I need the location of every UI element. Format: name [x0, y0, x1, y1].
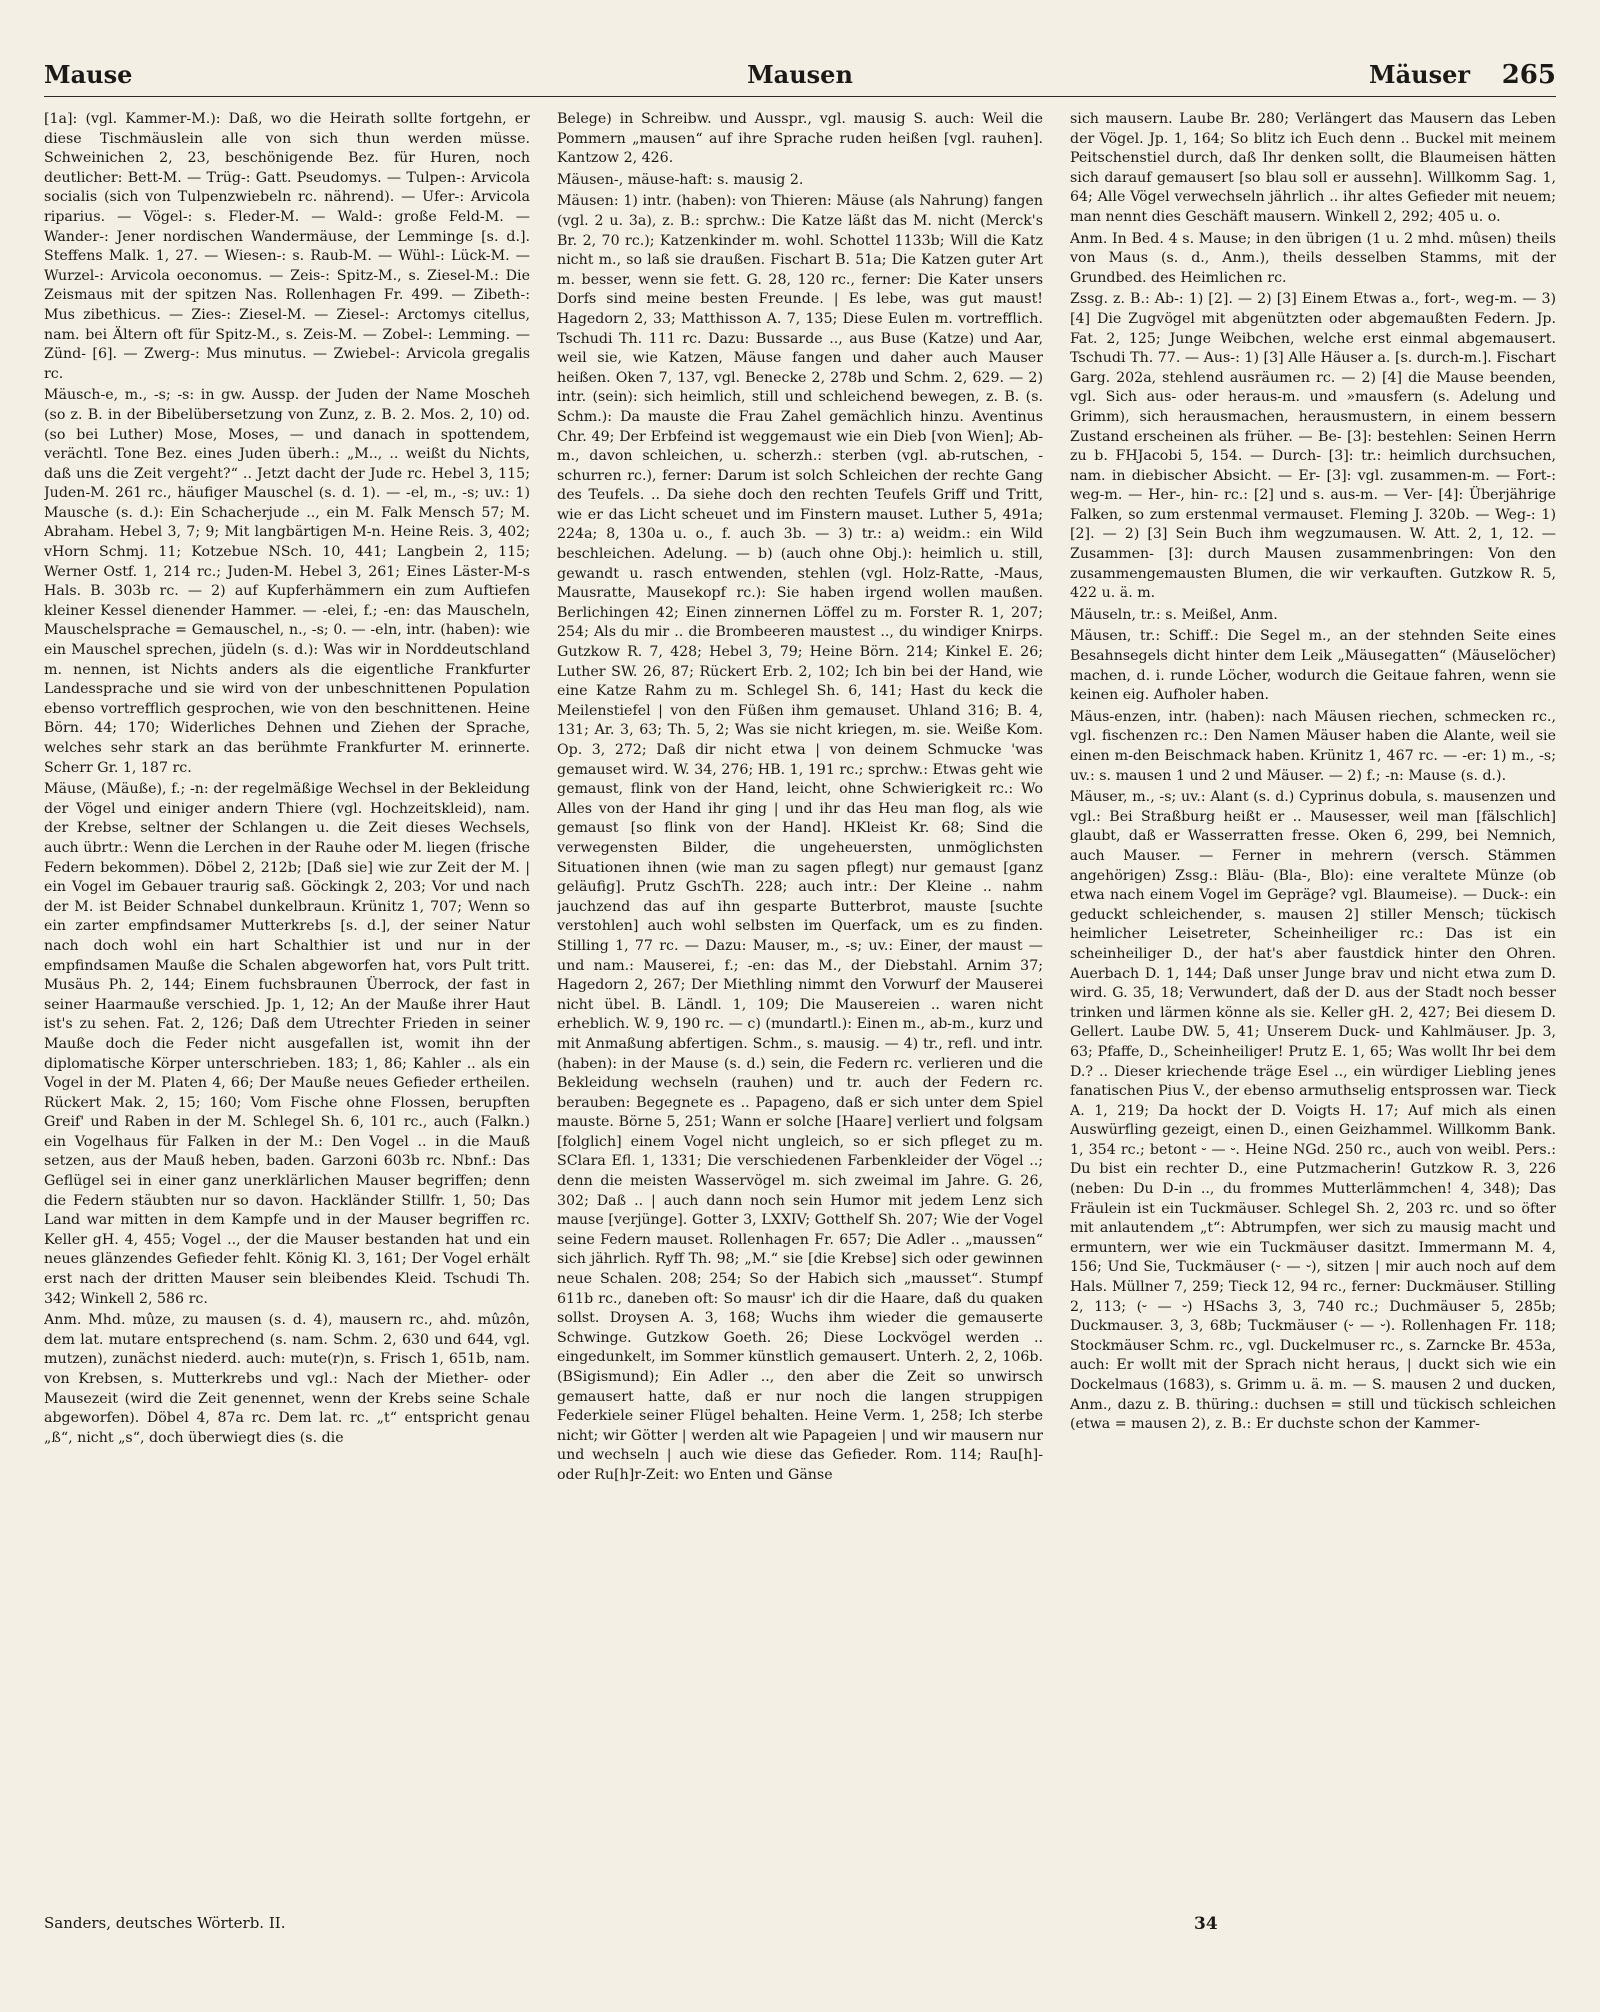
signature-mark: 34: [1194, 1914, 1218, 1934]
header-right-catchword: Mäuser: [1369, 60, 1470, 89]
entry-paragraph: Mäuser, m., -s; uv.: Alant (s. d.) Cyprinus dobula, s. mausenzen und vgl.: Bei Straßburg heißt er .. Mausesser, weil man [fälschlich] glaubt, daß er Wasserratten fresse. Oken 6, 299, bei Nemnich, auch Mauser. — Ferner in mehrern (versch. Stämmen angehörigen) Zssg.: Bläu- (Bla-, Blo): eine veraltete Münze (ob etwa nach einem Vogel im Gepräge? vgl. Blaumeise). — Duck-: ein geduckt schleichender, s. mausen 2] stiller Mensch; tückisch heimlicher Leisetreter, Scheinheiliger rc.: Das ist ein scheinheiliger D., der hat's aber faustdick hinter den Ohren. Auerbach D. 1, 144; Daß unser Junge brav und nicht etwa zum D. wird. G. 35, 18; Verwundert, daß der D. aus der Stadt noch besser trinken und lärmen könne als sie. Keller gH. 2, 427; Bei diesem D. Gellert. Laube DW. 5, 41; Unserem Duck- und Kahlmäuser. Jp. 3, 63; Pfaffe, D., Scheinheiliger! Prutz E. 1, 65; Was wollt Ihr bei dem D.? .. Dieser kriechende träge Esel .., ein würdiger Liebling jenes fanatischen Pius V., der ebenso armuthselig entsprossen war. Tieck A. 1, 219; Da hockt der D. Voigts H. 17; Auf mich als einen Auswürfling gezeigt, einen D., einen Geizhammel. Willkomm Bank. 1, 354 rc.; betont ⏑ — ⏑. Heine NGd. 250 rc., auch von weibl. Pers.: Du bist ein rechter D., eine Putzmacherin! Gutzkow R. 3, 226 (neben: Du D-in .., du frommes Mutterlämmchen! 4, 348); Das Fräulein ist ein Tuckmäuser. Schlegel Sh. 2, 203 rc. und so öfter mit anlautendem „t“: Abtrumpfen, wer sich zu mausig macht und ermuntern, wer wie ein Tuckmäuser dasitzt. Immermann M. 4, 156; Und Sie, Tuckmäuser (⏑ — ⏑), sitzen | mir auch noch auf dem Hals. Müllner 7, 259; Tieck 12, 94 rc., ferner: Duckmäuser. Stilling 2, 113; (⏑ — ⏑) HSachs 3, 3, 740 rc.; Duchmäuser 5, 285b; Duckmauser. 3, 3, 68b; Tuckmäuser (⏑ — ⏑). Rollenhagen Fr. 118; Stockmäuser Schm. rc., vgl. Duckelmuser rc., s. Zarncke Br. 453a, auch: Er wollt mit der Sprach nicht heraus, | duckt sich wie ein Dockelmaus (1683), s. Grimm u. ä. m. — S. mausen 2 und ducken, Anm., dazu z. B. thüring.: duchsen = still und tückisch schleichen (etwa = mausen 2), z. B.: Er duchste schon der Kammer-: [1070, 789, 1556, 1433]
header-left-catchword: Mause: [44, 60, 133, 89]
entry-paragraph: Mäusen-, mäuse-haft: s. mausig 2.: [557, 171, 804, 188]
entry-paragraph: sich mausern. Laube Br. 280; Verlängert das Mausern das Leben der Vögel. Jp. 1, 164; So blitz ich Euch denn .. Buckel mit meinem Peitschenstiel durch, daß Ihr denken sollt, die Blaumeisen hätten sich darauf gemausert [so blau soll er aussehn]. Willkomm Sag. 1, 64; Alle Vögel verwechseln jährlich .. ihr altes Gefieder mit neuem; man nennt dies Geschäft mausern. Winkell 2, 292; 405 u. o.: [1070, 111, 1556, 225]
entry-paragraph: Zssg. z. B.: Ab-: 1) [2]. — 2) [3] Einem Etwas a., fort-, weg-m. — 3) [4] Die Zugvögel mit abgenützten oder abgemaußten Federn. Jp. Fat. 2, 125; Junge Weibchen, welche erst einmal abgemausert. Tschudi Th. 77. — Aus-: 1) [3] Alle Häuser a. [s. durch-m.]. Fischart Garg. 202a, stehlend ausräumen rc. — 2) [4] die Mause beenden, vgl. Sich aus- oder heraus-m. und »mausfern (s. Adelung und Grimm), sich herausmachen, herausmustern, in einem bessern Zustand erscheinen als früher. — Be- [3]: bestehlen: Seinen Herrn zu b. FHJacobi 5, 154. — Durch- [3]: tr.: heimlich durchsuchen, nam. in diebischer Absicht. — Er- [3]: vgl. zusammen-m. — Fort-: weg-m. — Her-, hin- rc.: [2] und s. aus-m. — Ver- [4]: Überjährige Falken, so zum erstenmal vermauset. Fleming J. 320b. — Weg-: 1) [2]. — 2) [3] Sein Buch ihm wegzumausen. W. Att. 2, 1, 12. — Zusammen- [3]: durch Mausen zusammenbringen: Von den zusammengemausten Blumen, die wir verkauften. Gutzkow R. 5, 422 u. ä. m.: [1070, 291, 1556, 602]
entry-paragraph: Mäusch-e, m., -s; -s: in gw. Aussp. der Juden der Name Moscheh (so z. B. in der Bibelübersetzung von Zunz, z. B. 2. Mos. 2, 10) od. (so bei Luther) Mose, Moses, — und danach in spottendem, verächtl. Tone Bez. eines Juden überh.: „M.., .. weißt du Nichts, daß uns die Zeit vergeht?“ .. Jetzt dacht der Jude rc. Hebel 3, 115; Juden-M. 261 rc., häufiger Mauschel (s. d. 1). — -el, m., -s; uv.: 1) Mausche (s. d.): Ein Schacherjude .., ein M. Falk Mensch 57; M. Abraham. Hebel 3, 7; 9; Mit langbärtigen M-n. Heine Reis. 3, 402; vHorn Schmj. 11; Kotzebue NSch. 10, 441; Langbein 2, 115; Werner Ostf. 1, 214 rc.; Juden-M. Hebel 3, 261; Eines Läster-M-s Hals. B. 303b rc. — 2) auf Kupferhämmern ein zum Auftiefen kleiner Kessel dienender Hammer. — -elei, f.; -en: das Mauscheln, Mauschelsprache = Gemauschel, n., -s; 0. — -eln, intr. (haben): wie ein Mauschel sprechen, jüdeln (s. d.): Was wir in Norddeutschland m. nennen, ist Nichts anders als die eigentliche Frankfurter Landessprache und sie wird von der unbeschnittenen Population ebenso vortrefflich gesprochen, wie von den beschnittenen. Heine Börn. 44; 170; Widerliches Dehnen und Ziehen der Sprache, welches sehr stark an das berühmte Frankfurter M. erinnerte. Scherr Gr. 1, 187 rc.: [44, 387, 530, 776]
entry-paragraph: Mäusen: 1) intr. (haben): von Thieren: Mäuse (als Nahrung) fangen (vgl. 2 u. 3a), z. B.: sprchw.: Die Katze läßt das M. nicht (Merck's Br. 2, 70 rc.); Katzenkinder m. wohl. Schottel 1133b; Will die Katz nicht m., so laß sie draußen. Fischart B. 51a; Die Katzen guter Art m. besser, wenn sie fett. G. 28, 120 rc., ferner: Die Kater unsers Dorfs sind meine besten Freunde. | Es lebe, was gut maust! Hagedorn 2, 33; Matthisson A. 7, 135; Diese Eulen m. vortrefflich. Tschudi Th. 111 rc. Dazu: Bussarde .., aus Buse (Katze) und Aar, weil sie, wie Katzen, Mäuse fangen und daher auch Mauser heißen. Oken 7, 137, vgl. Benecke 2, 278b und Schm. 2, 629. — 2) intr. (sein): sich heimlich, still und schleichend bewegen, z. B. (s. Schm.): Da mauste die Frau Zahel gemächlich hinzu. Aventinus Chr. 49; Der Erbfeind ist weggemaust wie ein Dieb [von Wien]; Ab-m., davon schleichen, u. scherzh.: sterben (vgl. ab-rutschen, -schurren rc.), ferner: Darum ist solch Schleichen der rechte Gang des Teufels. .. Da siehe doch den rechten Teufels Griff und Tritt, wie er das Licht scheuet und im Finstern mauset. Luther 5, 491a; 224a; 8, 130a u. o., f. auch 3b. — 3) tr.: a) weidm.: ein Wild beschleichen. Adelung. — b) (auch ohne Obj.): heimlich u. still, gewandt u. rasch entwenden, stehlen (vgl. Holz-Ratte, -Maus, Mausratte, Mausekopf rc.): Sie haben irgend wollen maußen. Berlichingen 42; Einen zinnernen Löffel zu m. Forster R. 1, 207; 254; Als du mir .. die Brombeeren maustest .., du windiger Knirps. Gutzkow R. 7, 428; Hebel 3, 79; Heine Börn. 214; Kinkel E. 26; Luther SW. 26, 87; Rückert Erb. 2, 102; Ich bin bei der Hand, wie eine Katze Rahm zu m. Schlegel Sh. 6, 141; Hast du keck die Meilenstiefel | von den Füßen ihm gemauset. Uhland 316; B. 4, 131; Ar. 3, 63; Th. 5, 2; Was sie nicht kriegen, m. sie. Weiße Kom. Op. 3, 272; Daß dir nicht etwa | von deinem Schmucke 'was gemauset wird. W. 34, 276; HB. 1, 191 rc.; sprchw.: Etwas geht wie gemaust, flink von der Hand, leicht, ohne Schwierigkeit rc.: Wo Alles von der Hand ihr ging | und ihr das Heu man flog, als wie gemaust [so flink von der Hand]. HKleist Kr. 68; Sind die verwegensten Bilder, die ungeheuersten, unmöglichsten Situationen ihnen (wie man zu sagen pflegt) nur gemaust [ganz geläufig]. Prutz GschTh. 228; auch intr.: Der Kleine .. nahm jauchzend das auf ihn gesparte Butterbrot, mauste [suchte verstohlen] auch wohl selbsten im Querfack, um es zu finden. Stilling 1, 77 rc. — Dazu: Mauser, m., -s; uv.: Einer, der maust — und nam.: Mauserei, f.; -en: das M., der Diebstahl. Arnim 37; Hagedorn 2, 267; Der Miethling nimmt den Vorwurf der Mauserei nicht übel. B. Ländl. 1, 109; Die Mausereien .. waren nicht erheblich. W. 9, 190 rc. — c) (mundartl.): Einen m., ab-m., kurz und mit Anmaßung abfertigen. Schm., s. mausig. — 4) tr., refl. und intr. (haben): in der Mause (s. d.) sein, die Federn rc. verlieren und die Bekleidung wechseln (rauhen) und tr. auch der Federn rc. berauben: Begegnete es .. Papageno, daß er sich unter dem Spiel mauste. Börne 5, 251; Wann er solche [Haare] verliert und folgsam [folglich] einem Vogel nicht ungleich, so er sich pfleget zu m. SClara Efl. 1, 1331; Die verschiedenen Farbenkleider der Vögel ..; denn die meisten Wasservögel m. sich zweimal im Jahre. G. 26, 302; Daß .. | auch dann noch sein Humor mit jedem Lenz sich mause [verjünge]. Gotter 3, LXXIV; Gotthelf Sh. 207; Wie der Vogel seine Federn mauset. Rollenhagen Fr. 657; Die Adler .. „maussen“ sich jährlich. Ryff Th. 98; „M.“ sie [die Krebse] sich oder gewinnen neue Schalen. 208; 254; So der Habich sich „mausset“. Stumpf 611b rc., daneben oft: So mausr' ich dir die Haare, daß du quaken sollst. Droysen A. 3, 168; Wuchs ihm wieder die gemauserte Schwinge. Gutzkow Goeth. 26; Diese Lockvögel werden .. eingedunkelt, im Sommer künstlich gemausert. Unterh. 2, 2, 106b. (BSigismund); Ein Adler .., den aber die Zeit so unwirsch gemausert hatte, daß er nur noch die langen struppigen Federkiele seiner Flügel behalten. Heine Verm. 1, 258; Ich sterbe nicht; wir Götter | werden alt wie Papageien | und wir mausern nur und wechseln | auch wie diese das Gefieder. Rom. 114; Rau[h]- oder Ru[h]r-Zeit: wo Enten und Gänse: [557, 193, 1043, 1483]
entry-paragraph: Mäuseln, tr.: s. Meißel, Anm.: [1070, 606, 1278, 623]
text-columns: [44, 110, 1556, 1900]
entry-paragraph: Mäus-enzen, intr. (haben): nach Mäusen riechen, schmecken rc., vgl. fischenzen rc.: Den Namen Mäuser haben die Alante, weil sie einen m-den Beischmack haben. Krünitz 1, 467 rc. — -er: 1) m., -s; uv.: s. mausen 1 und 2 und Mäuser. — 2) f.; -n: Mause (s. d.).: [1070, 708, 1556, 784]
page-number: 265: [1501, 60, 1556, 90]
column-3: [1070, 110, 1556, 1900]
entry-paragraph: Anm. Mhd. mûze, zu mausen (s. d. 4), mausern rc., ahd. mûzôn, dem lat. mutare entsprechend (s. nam. Schm. 2, 630 und 644, vgl. mutzen), zunächst niederd. auch: mute(r)n, s. Frisch 1, 651b, nam. von Krebsen, s. Mutterkrebs und vgl.: Nach der Miether- oder Mausezeit (wird die Zeit genennet, wenn der Krebs seine Schale abgeworfen). Döbel 4, 87a rc. Dem lat. rc. „t“ entspricht genau „ß“, nicht „s“, doch überwiegt dies (s. die: [44, 1312, 530, 1446]
page-footer: [44, 1914, 1556, 1944]
header-center-catchword: Mausen: [747, 60, 853, 89]
entry-paragraph: Mäuse, (Mäuße), f.; -n: der regelmäßige Wechsel in der Bekleidung der Vögel und einiger andern Thiere (vgl. Hochzeitskleid), nam. der Krebse, seltner der Schlangen u. die Zeit dieses Wechsels, auch übrtr.: Wenn die Lerchen in der Rauhe oder M. liegen (frische Federn bekommen). Döbel 2, 212b; [Daß sie] wie zur Zeit der M. | ein Vogel im Gebauer traurig saß. Göckingk 2, 203; Vor und nach der M. ist Beider Schnabel dunkelbraun. Krünitz 1, 707; Wenn so ein zarter empfindsamer Mutterkrebs [s. d.], der seiner Natur nach doch wohl ein hart Schalthier ist und nur in der empfindsamen Mauße die Schalen abgeworfen hat, vors Pult tritt. Musäus Ph. 2, 144; Einem fuchsbraunen Überrock, der fast in seiner Haarmauße verschied. Jp. 1, 12; An der Mauße ihrer Haut ist's zu sehen. Fat. 2, 126; Daß dem Utrechter Frieden in seiner Mauße doch die Feder nicht ausgefallen ist, womit ihn der diplomatische Körper unterschrieben. 183; 1, 86; Kahler .. als ein Vogel in der M. Platen 4, 66; Der Mauße neues Gefieder ertheilen. Rückert Mak. 2, 15; 160; Vom Fische ohne Flossen, berupften Greif' und Raben in der M. Schlegel Sh. 6, 101 rc., auch (Falkn.) ein Vogelhaus für Falken in der M.: Den Vogel .. in die Mauß setzen, aus der Mauß heben, baden. Garzoni 603b rc. Nbnf.: Das Geflügel sei in einer ganz unerklärlichen Mauser begriffen; denn die Federn stäubten nur so davon. Hackländer Stillfr. 1, 50; Das Land war mitten in dem Kampfe und in der Mauser begriffen rc. Keller gH. 4, 455; Vogel .., der die Mauser bestanden hat und ein neues glänzendes Gefieder fehlt. König Kl. 3, 161; Der Vogel erhält erst nach der dritten Mauser sein bleibendes Kleid. Tschudi Th. 342; Winkell 2, 586 rc.: [44, 781, 530, 1307]
entry-paragraph: Anm. In Bed. 4 s. Mause; in den übrigen (1 u. 2 mhd. mûsen) theils von Maus (s. d., Anm.), theils desselben Stamms, mit der Grundbed. des Heimlichen rc.: [1070, 230, 1556, 286]
entry-paragraph: Mäusen, tr.: Schiff.: Die Segel m., an der stehnden Seite eines Besahnsegels dicht hinter dem Leik „Mäusegatten“ (Mäuselöcher) machen, d. i. runde Löcher, wodurch die Geitaue fahren, wenn sie keinen eig. Aufholer haben.: [1070, 628, 1556, 704]
entry-paragraph: [1a]: (vgl. Kammer-M.): Daß, wo die Heirath sollte fortgehn, er diese Tischmäuslein alle von sich thun werden müsse. Schweinichen 2, 23, beschönigende Bez. für Huren, noch deutlicher: Bett-M. — Trüg-: Gatt. Pseudomys. — Tulpen-: Arvicola socialis (sich von Tulpenzwiebeln rc. nährend). — Ufer-: Arvicola riparius. — Vögel-: s. Fleder-M. — Wald-: große Feld-M. — Wander-: Jener nordischen Wandermäuse, der Lemminge [s. d.]. Steffens Malk. 1, 27. — Wiesen-: s. Raub-M. — Wühl-: Lück-M. — Wurzel-: Arvicola oeconomus. — Zeis-: Spitz-M., s. Ziesel-M.: Die Zeismaus mit der spitzen Nas. Rollenhagen Fr. 499. — Zibeth-: Mus zibethicus. — Zies-: Ziesel-M. — Ziesel-: Arctomys citellus, nam. bei Ältern oft für Spitz-M., s. Zeis-M. — Zobel-: Lemming. — Zünd- [6]. — Zwerg-: Mus minutus. — Zwiebel-: Arvicola gregalis rc.: [44, 111, 530, 382]
footer-source: Sanders, deutsches Wörterb. II.: [44, 1914, 286, 1932]
entry-paragraph: Belege) in Schreibw. und Ausspr., vgl. mausig S. auch: Weil die Pommern „mausen“ auf ihre Sprache ruden heißen [vgl. rauhen]. Kantzow 2, 426.: [557, 111, 1043, 167]
running-header: [44, 56, 1556, 97]
column-2: [557, 110, 1043, 1900]
dictionary-page: [44, 56, 1556, 1976]
column-1: [44, 110, 530, 1900]
